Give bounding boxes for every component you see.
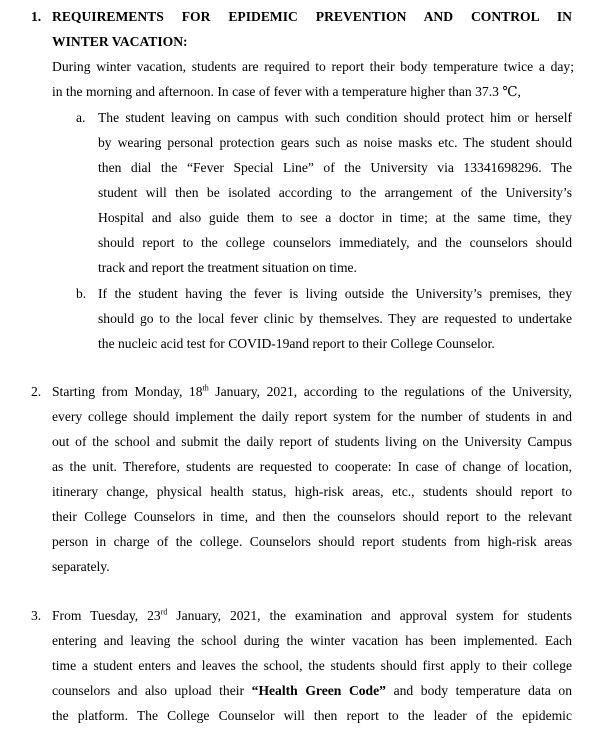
item-a-line-4: student will then be isolated according to the arrangement of the University’s: [98, 185, 572, 200]
section-3-number: 3.: [31, 608, 42, 623]
section-2-line-4: as the unit. Therefore, students are requested to cooperate: In case of change of location,: [52, 459, 572, 474]
section-3-line-4: counselors and also upload their “Health Green Code” and body temperature data on: [52, 683, 572, 698]
section-1-heading-line-1: REQUIREMENTS FOR EPIDEMIC PREVENTION AND CONTROL IN: [52, 9, 572, 24]
item-a-line-1: The student leaving on campus with such condition should protect him or herself: [98, 110, 572, 125]
item-b-line-2: should go to the local fever clinic by themselves. They are requested to undertake: [98, 311, 572, 326]
section-2-line-2: every college should implement the daily report system for the number of students in and: [52, 409, 572, 424]
section-1-heading-line-2: WINTER VACATION:: [52, 34, 188, 49]
section-2-line-3: out of the school and submit the daily report of students living on the University Campus: [52, 434, 572, 449]
section-3-line-2: entering and leaving the school during the winter vacation has been implemented. Each: [52, 633, 572, 648]
item-a-line-7: track and report the treatment situation on time.: [98, 260, 357, 275]
section-2-line-5: itinerary change, physical health status, high-risk areas, etc., students should report to: [52, 484, 572, 499]
health-green-code-text: “Health Green Code”: [251, 683, 386, 698]
section-3-line-1: From Tuesday, 23rd January, 2021, the examination and approval system for students: [52, 607, 572, 623]
item-a-line-6: should report to the college counselors immediately, and the counselors should: [98, 235, 572, 250]
item-b-marker: b.: [76, 286, 87, 301]
item-b-line-3: the nucleic acid test for COVID-19and report to their College Counselor.: [98, 336, 495, 351]
section-2-number: 2.: [31, 384, 42, 399]
section-1-intro-line-1: During winter vacation, students are required to report their body temperature twice a day;: [52, 59, 574, 74]
item-a-line-3: then dial the “Fever Special Line” of the University via 13341698296. The: [98, 160, 572, 175]
section-2-line-7: person in charge of the college. Counselors should report students from high-risk areas: [52, 534, 572, 549]
section-1-intro-line-2: in the morning and afternoon. In case of fever with a temperature higher than 37.3 ℃,: [52, 84, 521, 99]
section-2-line-8: separately.: [52, 559, 110, 574]
section-3-line-5: the platform. The College Counselor will then report to the leader of the epidemic: [52, 708, 572, 723]
section-3-line-3: time a student enters and leaves the school, the students should first apply to their college: [52, 658, 572, 673]
item-a-line-2: by wearing personal protection gears such as noise masks etc. The student should: [98, 135, 572, 150]
item-b-line-1: If the student having the fever is living outside the University’s premises, they: [98, 286, 572, 301]
section-2-line-1: Starting from Monday, 18th January, 2021, according to the regulations of the University,: [52, 383, 572, 399]
item-a-line-5: Hospital and also guide them to see a doctor in time; at the same time, they: [98, 210, 572, 225]
section-2-line-6: their College Counselors in time, and then the counselors should report to the relevant: [52, 509, 572, 524]
item-a-marker: a.: [76, 110, 86, 125]
section-1-number: 1.: [31, 9, 42, 24]
